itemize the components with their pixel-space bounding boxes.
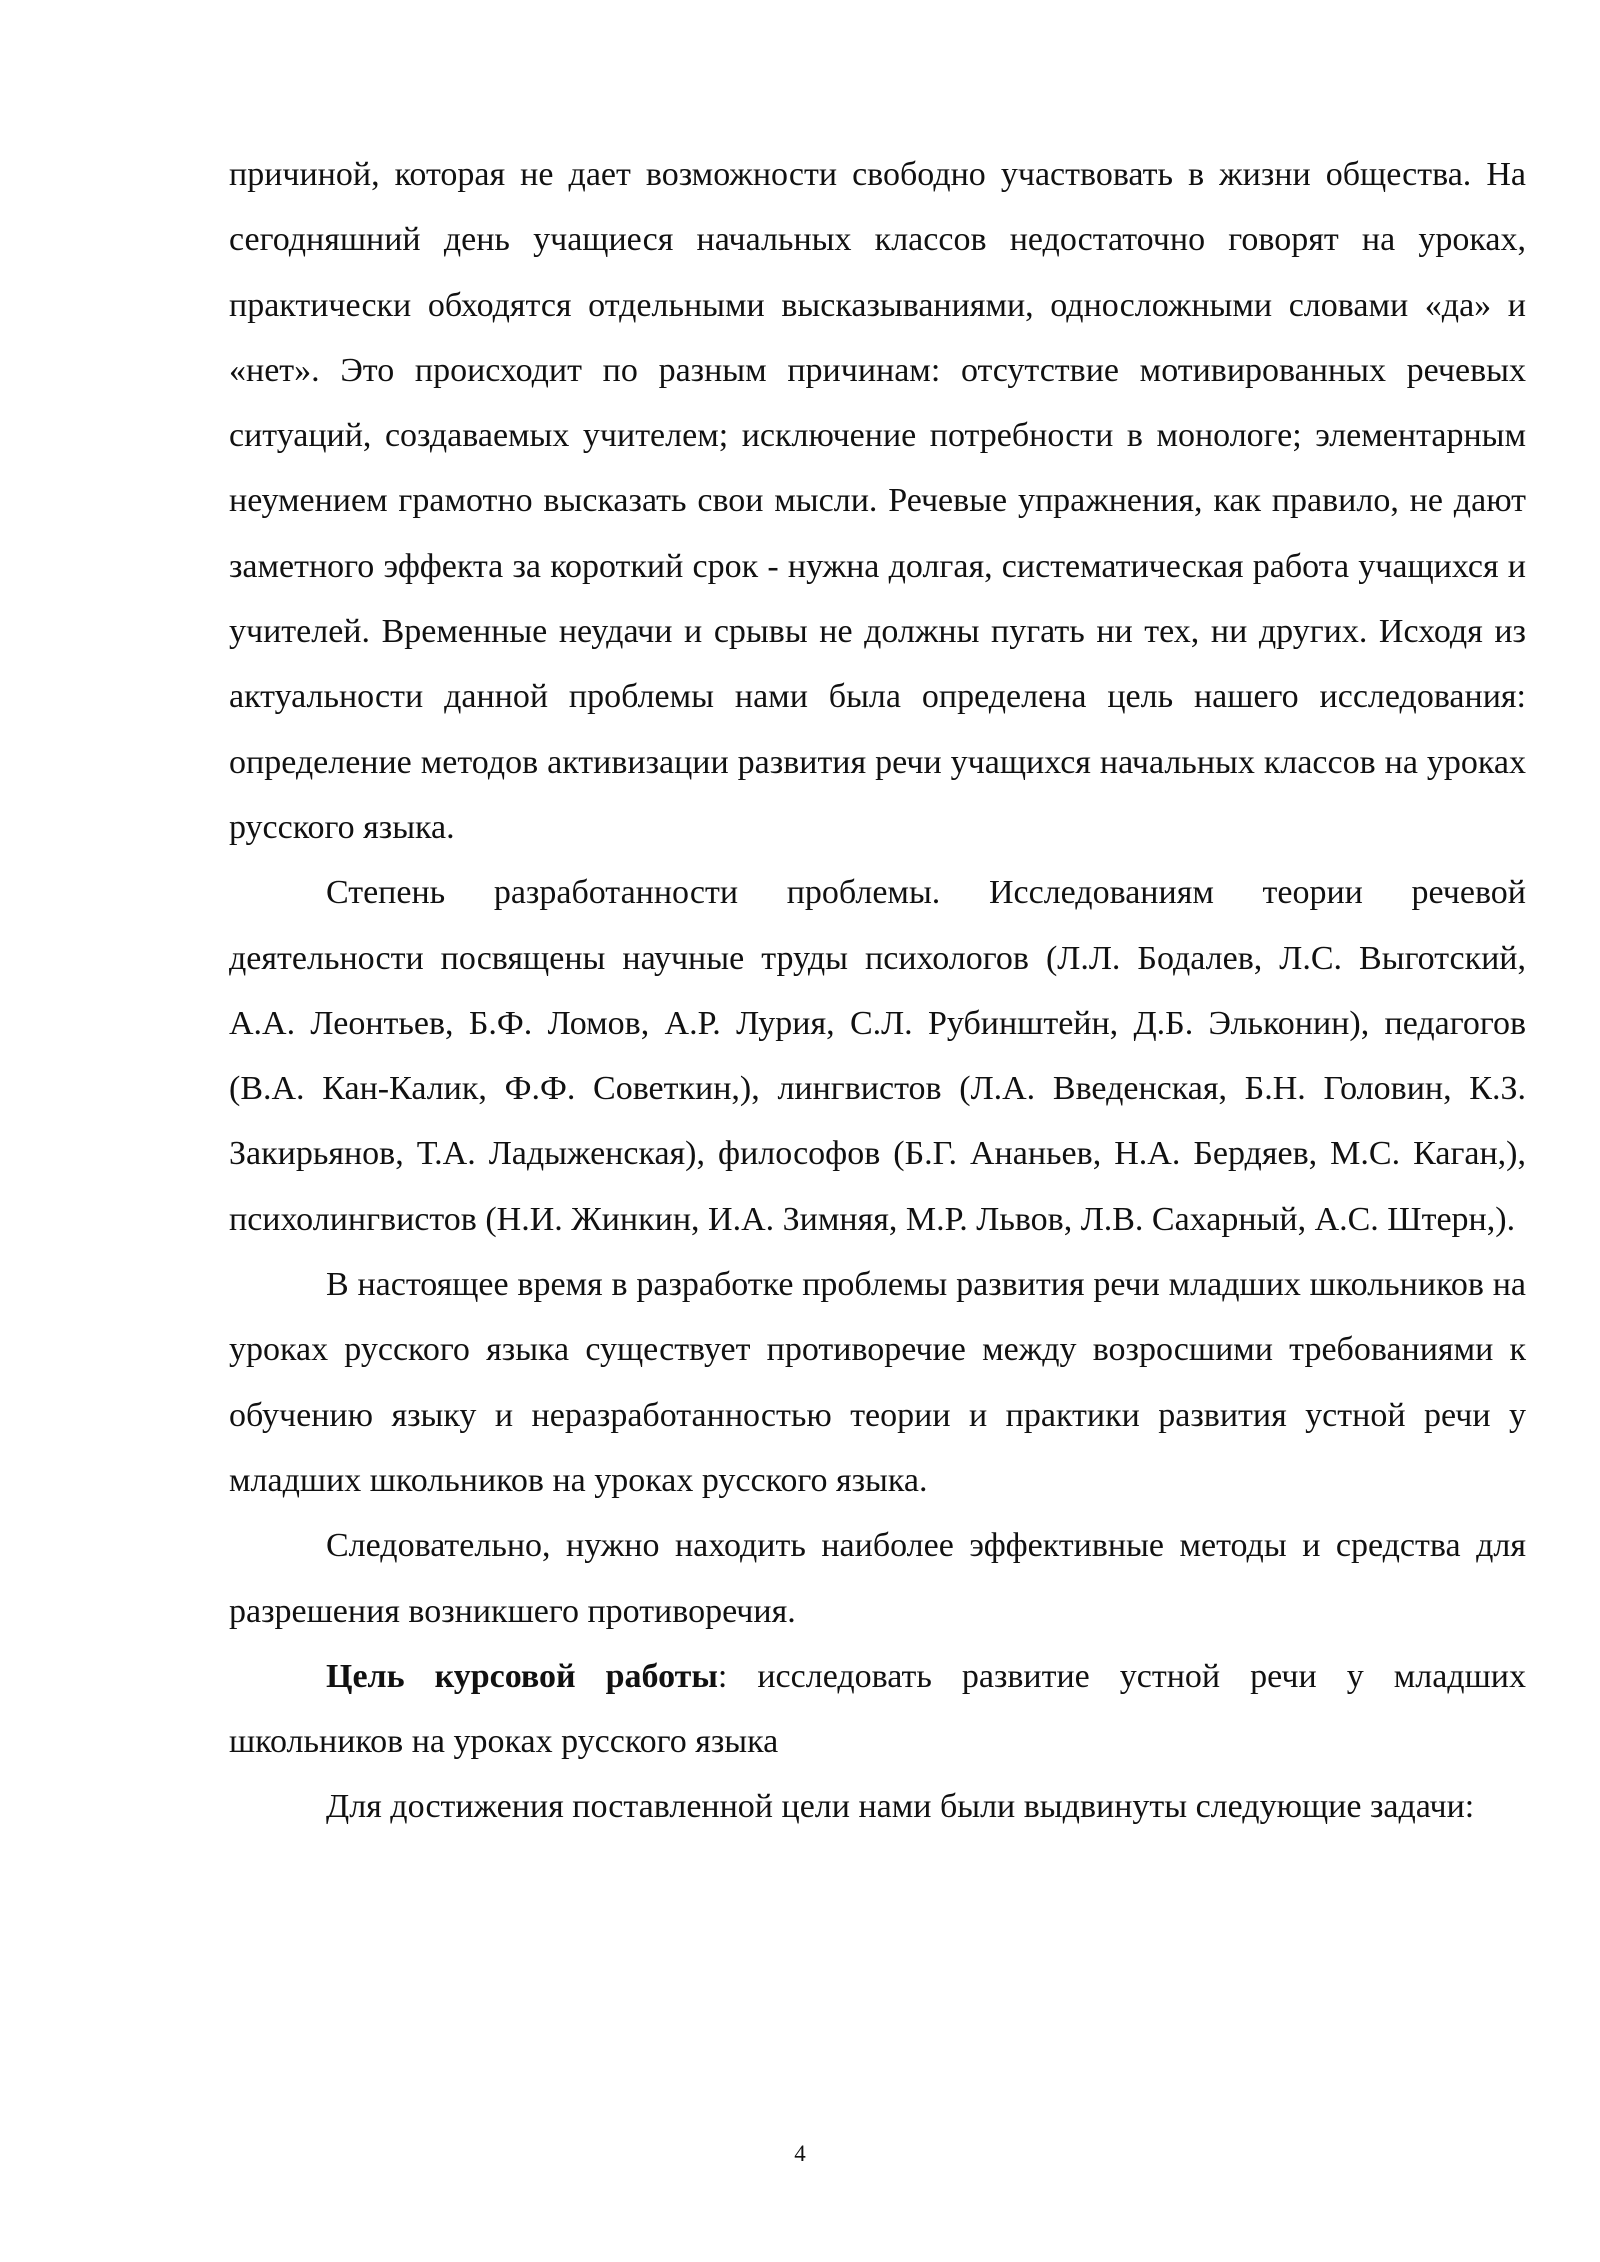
goal-text: : исследовать развитие устной речи у младших школьников на уроках русского языка [229, 1657, 1526, 1761]
paragraph-development-degree: Степень разработанности проблемы. Исследованиям теории речевой деятельности посвящены научные труды психологов (Л.Л. Бодалев, Л.С. Выготский, А.А. Леонтьев, Б.Ф. Ломов, А.Р. Лурия, С.Л. Рубинштейн, Д.Б. Эльконин), педагогов (В.А. Кан-Калик, Ф.Ф. Советкин,), лингвистов (Л.А. Введенская, Б.Н. Головин, К.З. Закирьянов, Т.А. Ладыженская), философов (Б.Г. Ананьев, Н.А. Бердяев, М.С. Каган,), психолингвистов (Н.И. Жинкин, И.А. Зимняя, М.Р. Львов, Л.В. Сахарный, А.С. Штерн,). [229, 874, 1526, 1238]
paragraph-tasks-intro: Для достижения поставленной цели нами были выдвинуты следующие задачи: [326, 1788, 1475, 1826]
paragraph-goal [229, 1644, 1526, 1775]
paragraph-consequently: Следовательно, нужно находить наиболее эффективные методы и средства для разрешения возникшего противоречия. [229, 1527, 1526, 1630]
goal-label: Цель курсовой работы [326, 1657, 718, 1695]
page-number: 4 [794, 2141, 806, 2166]
paragraph-contradiction: В настоящее время в разработке проблемы развития речи младших школьников на уроках русского языка существует противоречие между возросшими требованиями к обучению языку и неразработанностью теории и практики развития устной речи у младших школьников на уроках русского языка. [229, 1266, 1526, 1499]
paragraph-relevance: причиной, которая не дает возможности свободно участвовать в жизни общества. На сегодняшний день учащиеся начальных классов недостаточно говорят на уроках, практически обходятся отдельными высказываниями, односложными словами «да» и «нет». Это происходит по разным причинам: отсутствие мотивированных речевых ситуаций, создаваемых учителем; исключение потребности в монологе; элементарным неумением грамотно высказать свои мысли. Речевые упражнения, как правило, не дают заметного эффекта за короткий срок - нужна долгая, систематическая работа учащихся и учителей. Временные неудачи и срывы не должны пугать ни тех, ни других. Исходя из актуальности данной проблемы нами была определена цель нашего исследования: определение методов активизации развития речи учащихся начальных классов на уроках русского языка. [229, 156, 1526, 846]
body-text [229, 142, 1526, 1840]
